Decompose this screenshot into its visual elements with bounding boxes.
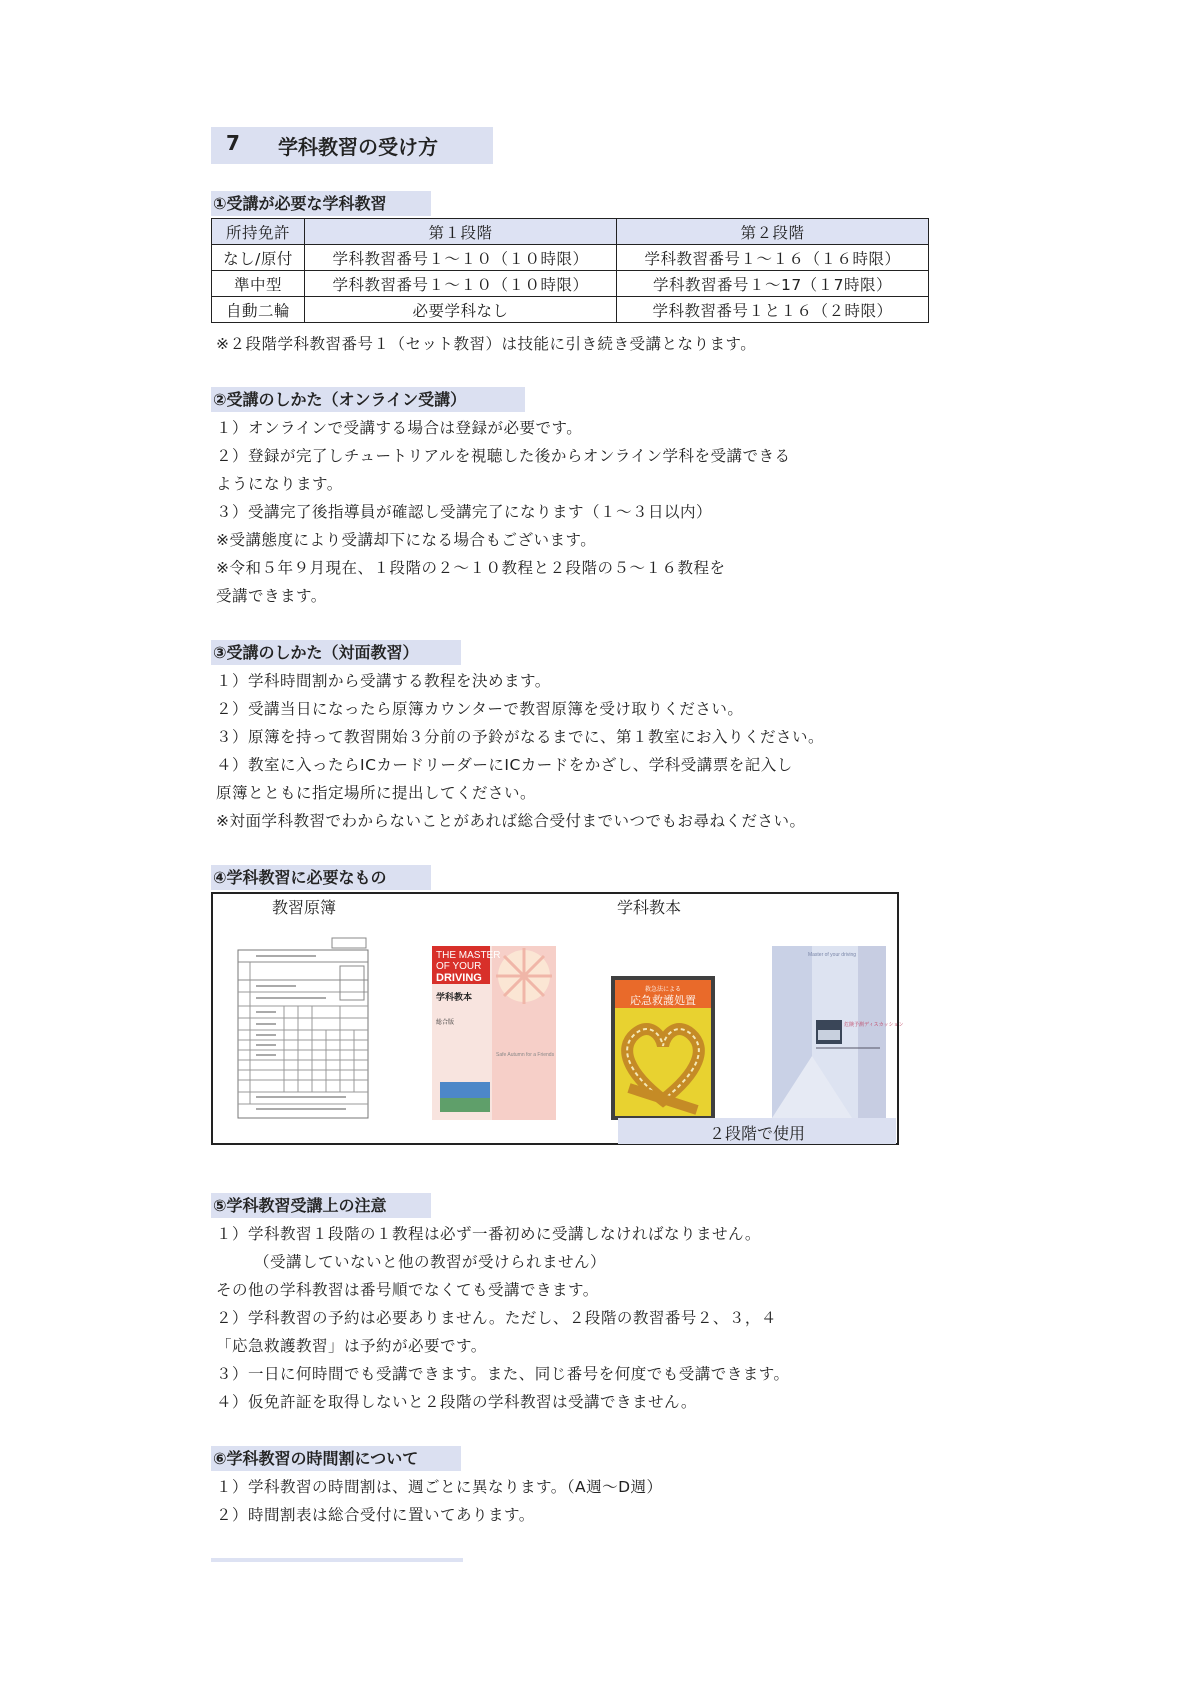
table-cell: 学科教習番号１～17（１7時限） bbox=[617, 271, 929, 297]
hazard-prediction-book-image bbox=[772, 946, 904, 1118]
section-heading-timetable: ⑥学科教習の時間割について bbox=[211, 1446, 461, 1471]
table-cell: 学科教習番号１～１０（１０時限） bbox=[305, 245, 617, 271]
section-heading-in-person: ③受講のしかた（対面教習） bbox=[211, 640, 461, 665]
book-volume-text: 総合版 bbox=[436, 1019, 455, 1026]
table-header-row bbox=[212, 219, 929, 245]
text-line: ４）仮免許証を取得しないと２段階の学科教習は受講できません。 bbox=[216, 1393, 697, 1411]
book-subtitle-text: 危険予測ディスカッション bbox=[844, 1022, 904, 1028]
stage2-label: ２段階で使用 bbox=[709, 1124, 806, 1143]
textbook-label: 学科教本 bbox=[617, 898, 682, 917]
table-cell: 学科教習番号１と１６（２時限） bbox=[617, 297, 929, 323]
book-name-text: Master of your driving bbox=[807, 952, 857, 958]
license-table bbox=[211, 218, 929, 323]
text-line: ２）時間割表は総合受付に置いてあります。 bbox=[216, 1506, 535, 1524]
text-line: １）学科教習１段階の１教程は必ず一番初めに受講しなければなりません。 bbox=[216, 1225, 761, 1243]
book-caption-text: Safe Autumn for a Friends bbox=[496, 1052, 555, 1058]
ledger-form-image bbox=[236, 936, 370, 1121]
table-cell: 準中型 bbox=[212, 271, 305, 297]
table-header-cell: 所持免許 bbox=[212, 219, 305, 245]
first-aid-book-image bbox=[611, 976, 715, 1120]
text-line: ２）学科教習の予約は必要ありません。ただし、２段階の教習番号２、３，４ bbox=[216, 1309, 777, 1327]
table-cell: なし/原付 bbox=[212, 245, 305, 271]
text-line: ２）登録が完了しチュートリアルを視聴した後からオンライン学科を受講できる bbox=[216, 447, 791, 465]
book-title-text: DRIVING bbox=[436, 972, 482, 984]
table-header-cell: 第２段階 bbox=[617, 219, 929, 245]
book-title-text: OF YOUR bbox=[436, 961, 482, 972]
text-line: （受講していないと他の教習が受けられません） bbox=[254, 1253, 607, 1271]
text-line: ※令和５年９月現在、１段階の２～１０教程と２段階の５～１６教程を bbox=[216, 559, 726, 577]
table-cell: 学科教習番号１～１６（１６時限） bbox=[617, 245, 929, 271]
section-heading-required-lessons: ①受講が必要な学科教習 bbox=[211, 191, 431, 216]
text-line: ３）一日に何時間でも受講できます。また、同じ番号を何度でも受講できます。 bbox=[216, 1365, 790, 1383]
section-heading-online: ②受講のしかた（オンライン受講） bbox=[211, 387, 525, 412]
text-line: １）学科教習の時間割は、週ごとに異なります。（A週～D週） bbox=[216, 1478, 663, 1496]
text-line: 受講できます。 bbox=[216, 587, 327, 605]
text-line: その他の学科教習は番号順でなくても受講できます。 bbox=[216, 1281, 599, 1299]
table-cell: 必要学科なし bbox=[305, 297, 617, 323]
book-subtitle-text: 救急法による bbox=[644, 986, 682, 993]
page-title: 学科教習の受け方 bbox=[278, 135, 438, 159]
table-row bbox=[212, 271, 929, 297]
text-line: ※受講態度により受講却下になる場合もございます。 bbox=[216, 531, 597, 549]
text-line: ４）教室に入ったらICカードリーダーにICカードをかざし、学科受講票を記入し bbox=[216, 756, 793, 774]
book-name-text: 応急救護処置 bbox=[630, 994, 696, 1007]
book-title-text: THE MASTER bbox=[436, 950, 501, 961]
text-line: 「応急救護教習」は予約が必要です。 bbox=[216, 1337, 487, 1355]
section-number: 7 bbox=[226, 131, 240, 155]
table-cell: 学科教習番号１～１０（１０時限） bbox=[305, 271, 617, 297]
text-line: 原簿とともに指定場所に提出してください。 bbox=[216, 784, 537, 802]
text-line: ３）受講完了後指導員が確認し受講完了になります（１～３日以内） bbox=[216, 503, 713, 521]
textbook-cover-image bbox=[432, 946, 556, 1120]
table-row bbox=[212, 297, 929, 323]
section-heading-materials: ④学科教習に必要なもの bbox=[211, 865, 431, 890]
table-row bbox=[212, 245, 929, 271]
table-header-cell: 第１段階 bbox=[305, 219, 617, 245]
text-line: １）学科時間割から受講する教程を決めます。 bbox=[216, 672, 551, 690]
table-cell: 自動二輪 bbox=[212, 297, 305, 323]
text-line: １）オンラインで受講する場合は登録が必要です。 bbox=[216, 419, 583, 437]
text-line: ※対面学科教習でわからないことがあれば総合受付までいつでもお尋ねください。 bbox=[216, 812, 806, 830]
book-name-text: 学科教本 bbox=[436, 993, 473, 1003]
text-line: ２）受講当日になったら原簿カウンターで教習原簿を受け取りください。 bbox=[216, 700, 744, 718]
divider bbox=[211, 1558, 463, 1562]
text-line: ３）原簿を持って教習開始３分前の予鈴がなるまでに、第１教室にお入りください。 bbox=[216, 728, 825, 746]
section-heading-precautions: ⑤学科教習受講上の注意 bbox=[211, 1193, 431, 1218]
table-note: ※２段階学科教習番号１（セット教習）は技能に引き続き受講となります。 bbox=[216, 335, 757, 353]
text-line: ようになります。 bbox=[216, 475, 343, 493]
ledger-label: 教習原簿 bbox=[272, 898, 337, 917]
